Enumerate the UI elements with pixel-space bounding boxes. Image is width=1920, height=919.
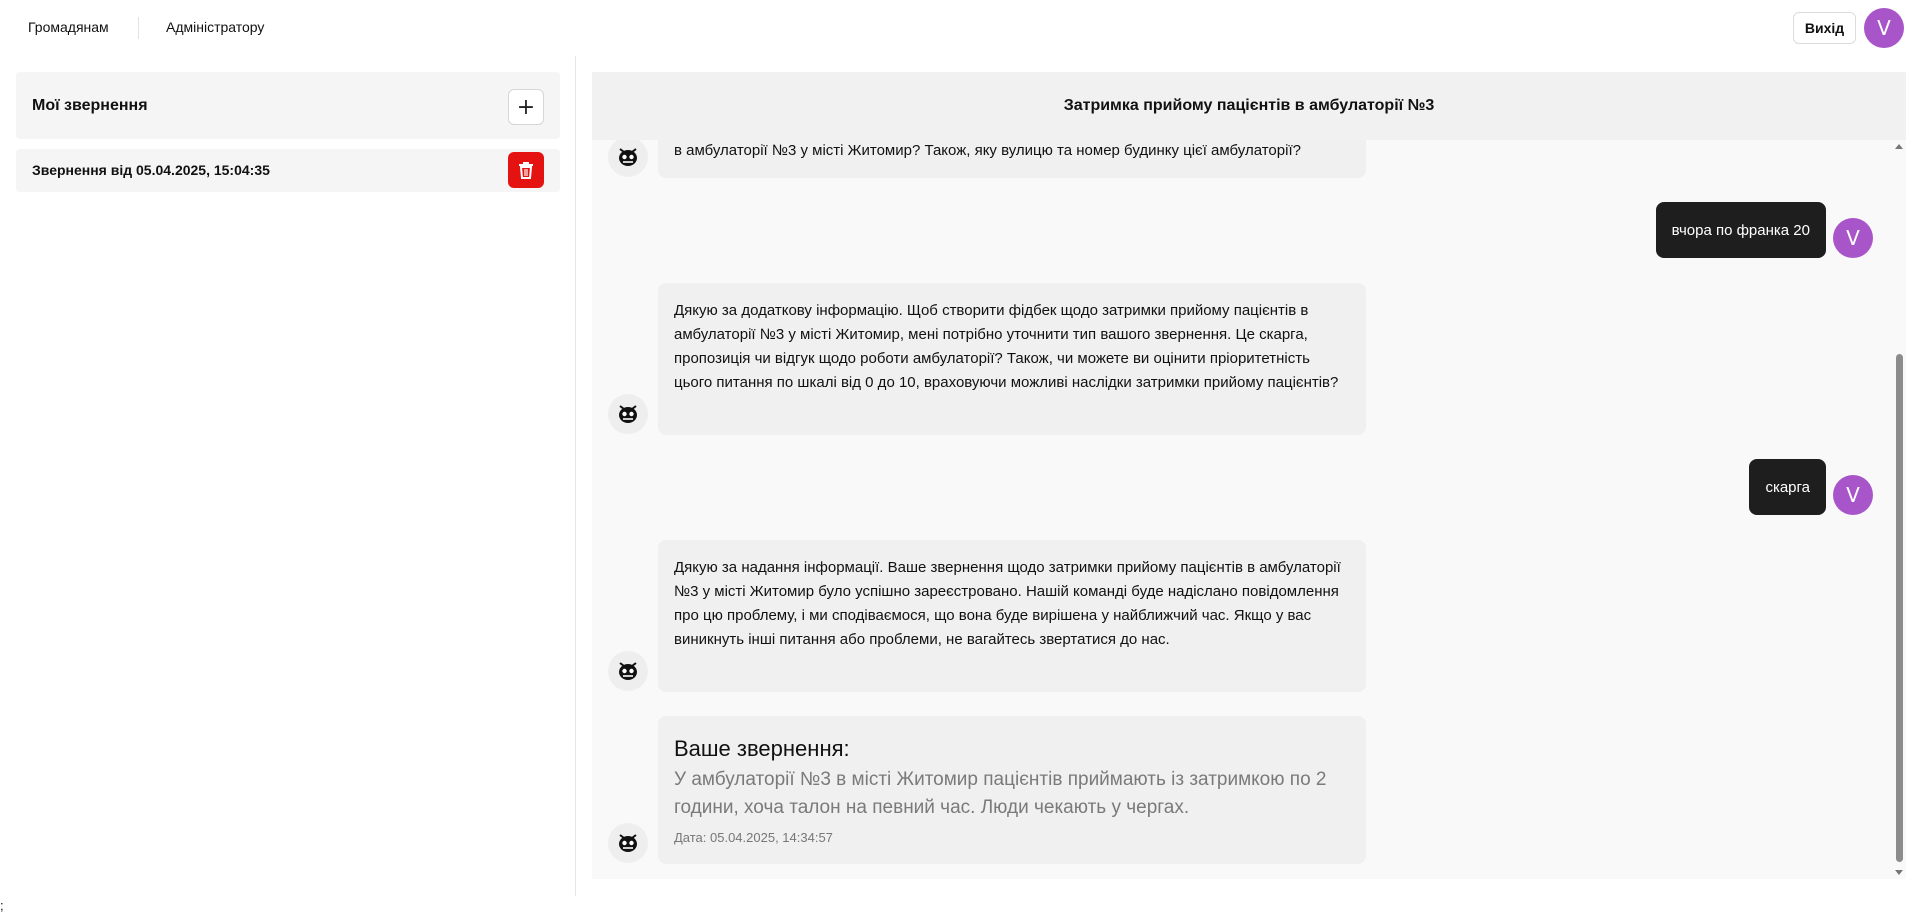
chat-panel <box>592 72 1906 879</box>
add-appeal-button[interactable] <box>508 89 544 125</box>
appeals-title: Мої звернення <box>32 97 148 114</box>
logout-button[interactable]: Вихід <box>1793 12 1856 44</box>
scroll-down-icon[interactable] <box>1895 870 1903 875</box>
nav-divider <box>138 17 139 39</box>
panel-divider <box>575 56 576 896</box>
user-message-text: скарга <box>1765 478 1810 496</box>
bot-face-icon <box>617 146 639 168</box>
user-message <box>1656 202 1826 258</box>
bot-message <box>658 140 1366 178</box>
chat-scrollbar[interactable] <box>1893 140 1906 879</box>
delete-appeal-button[interactable] <box>508 152 544 188</box>
chat-title: Затримка прийому пацієнтів в амбулаторії №3 <box>592 72 1906 140</box>
summary-date: Дата: 05.04.2025, 14:34:57 <box>674 830 833 845</box>
user-message-avatar: V <box>1833 475 1873 515</box>
chat-messages[interactable] <box>592 140 1906 879</box>
appeals-header <box>16 72 560 139</box>
bot-avatar <box>608 140 648 177</box>
nav-link-citizens[interactable]: Громадянам <box>28 19 109 35</box>
appeal-item-label: Звернення від 05.04.2025, 15:04:35 <box>32 162 270 178</box>
bot-message-text: в амбулаторії №3 у місті Житомир? Також, яку вулицю та номер будинку цієї амбулаторії? <box>674 142 1301 159</box>
bot-avatar <box>608 823 648 863</box>
scroll-up-icon[interactable] <box>1895 144 1903 149</box>
user-message-avatar: V <box>1833 218 1873 258</box>
appeal-summary-card <box>658 716 1366 864</box>
bot-face-icon <box>617 403 639 425</box>
bot-face-icon <box>617 660 639 682</box>
bot-message <box>658 540 1366 692</box>
bot-message-text: Дякую за надання інформації. Ваше звернення щодо затримки прийому пацієнтів в амбулаторії №3 у місті Житомир було успішно зареєстровано. Нашій команді буде надіслано повідомлення про цю проблему, і ми сподіваємося, що вона буде вирішена у найближчий час. Якщо у вас виникнуть інші питання або проблеми, не вагайтесь звертатися до нас. <box>674 559 1341 648</box>
plus-icon: + <box>516 94 536 120</box>
nav-link-admin[interactable]: Адміністратору <box>166 19 265 35</box>
user-message <box>1749 459 1826 515</box>
summary-text: У амбулаторії №3 в місті Житомир пацієнтів приймають із затримкою по 2 години, хоча талон на певний час. Люди чекають у чергах. <box>674 769 1327 818</box>
bot-avatar <box>608 394 648 434</box>
bot-message-text: Дякую за додаткову інформацію. Щоб створити фідбек щодо затримки прийому пацієнтів в амбулаторії №3 у місті Житомир, мені потрібно уточнити тип вашого звернення. Це скарга, пропозиція чи відгук щодо роботи амбулаторії? Також, чи можете ви оцінити пріоритетність цього питання по шкалі від 0 до 10, враховуючи можливі наслідки затримки прийому пацієнтів? <box>674 302 1339 391</box>
bot-avatar <box>608 651 648 691</box>
user-avatar[interactable]: V <box>1864 8 1904 48</box>
summary-heading: Ваше звернення: <box>674 736 850 761</box>
trash-icon <box>518 161 534 179</box>
user-message-text: вчора по франка 20 <box>1671 221 1810 239</box>
top-navigation <box>0 0 1920 56</box>
appeals-sidebar <box>16 72 560 192</box>
stray-text: ; <box>0 898 4 913</box>
appeal-list-item[interactable] <box>16 149 560 192</box>
bot-message <box>658 283 1366 435</box>
bot-face-icon <box>617 832 639 854</box>
scrollbar-thumb[interactable] <box>1896 354 1903 862</box>
